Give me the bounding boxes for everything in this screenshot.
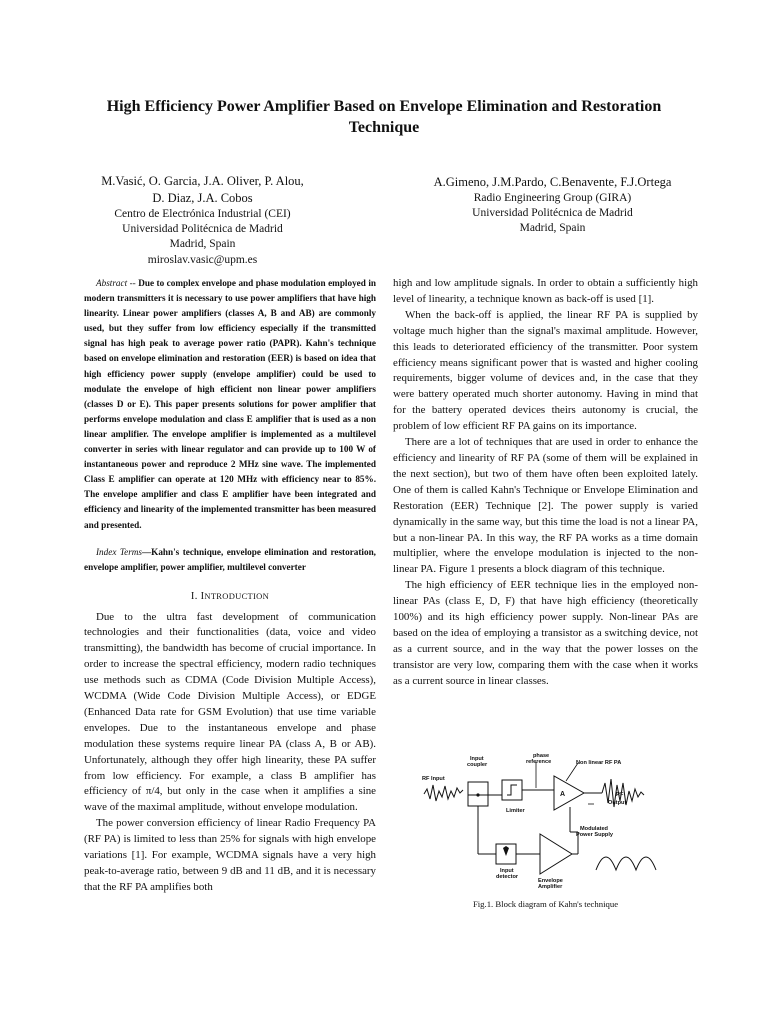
author-names-line-1: M.Vasić, O. Garcia, J.A. Oliver, P. Alou,	[101, 174, 304, 188]
modulated-supply-waveform	[596, 857, 656, 870]
index-terms-lead: Index Terms	[96, 546, 142, 557]
body-paragraph: There are a lot of techniques that are used in order to enhance the efficiency and linearity of RF PA (some of them will be explained in the next section), but two of them have often been exploited lately. One of them is called Kahn's Technique or Envelope Elimination and Restoration (EER) Technique [2]. The power supply is varied dynamically in the same way, but this time the load is not a linear PA, but a non-linear PA. In this way, the RF PA works as a time domain multiplier, where the envelope modulation is injected to the non-linear PA. Figure 1 presents a block diagram of this technique.	[393, 436, 698, 576]
body-paragraph: The power conversion efficiency of linear Radio Frequency PA (RF PA) is limited to less than 25% for signals with high envelope variations [1]. For example, WCDMA signals have a very high peak-to-average ratio, between 9 dB and 11 dB, and it is necessary that the RF PA amplifies both	[84, 817, 376, 893]
modulated-supply-label: Power Supply	[576, 832, 613, 838]
figure-caption: Fig.1. Block diagram of Kahn's technique	[472, 899, 619, 909]
input-coupler-label: coupler	[467, 762, 488, 768]
limiter-symbol	[507, 785, 517, 795]
input-detector-label: detector	[496, 874, 519, 880]
abstract-lead: Abstract --	[96, 278, 136, 288]
author-affiliation-right-1: Radio Engineering Group (GIRA)	[473, 192, 632, 204]
author-names-line-2: D. Diaz, J.A. Cobos	[152, 191, 253, 205]
body-paragraph: The high efficiency of EER technique lies in the employed non-linear PAs (class E, D, F) that have high efficiency (theoretically 100%) and its high efficiency power supply. Non-linear PAs are based on the idea of employing a transistor as a switching device, not as a current source, and in the way that the power losses on the transistor are very low, comparing them with the case when it works as a current source in linear classes.	[393, 579, 698, 687]
input-detector-symbol	[503, 846, 509, 856]
author-affiliation-2: Universidad Politécnica de Madrid	[122, 223, 283, 236]
column-left	[84, 276, 376, 896]
author-email: miroslav.vasic@upm.es	[147, 253, 258, 266]
envelope-amplifier-label: Envelope	[538, 878, 563, 884]
body-paragraph: Due to the ultra fast development of communication technologies and their functionalities (data, voice and video transmitting), the bandwidth has become of crucial importance. In order to increase the spectral efficiency, modern radio techniques use methods such as CDMA (Code Division Multiple Access), WCDMA (Wide Code Division Multiple Access), or EDGE (Enhanced Data rate for GSM Evolution) that use time variable envelopes. Due to the instantaneous envelope and phase modulation these systems require linear PA (class A, B or AB). Unfortunately, although they offer high linearity, these PA suffer from low efficiency. For example, a class B amplifier has efficiency of π/4, but only in the case when it amplifies a sine wave of the maximal amplitude, without envelope modulation.	[84, 610, 376, 814]
abstract-text: Due to complex envelope and phase modulation employed in modern transmitters it is necessary to use power amplifiers that have high linearity. Linear power amplifiers (classes A, B and AB) are commonly used, but they suffer from low efficiency especially if the transmitted signal has high peak to average power ratio (PAPR). Kahn's technique based on envelope elimination and restoration (EER) is based on idea that high efficiency power supply (envelope amplifier) could be used to modulate the envelope of high efficient non linear power amplifiers (classes D or E). This paper presents solutions for power amplifier that performs envelope modulation and class E amplifier that is used as a non linear amplifier. The envelope amplifier is implemented as a multilevel converter in series with linear regulator and can provide up to 100 W of instantaneous power and reproduce 2 MHz sine wave. The implemented Class E amplifier can operate at 120 MHz with efficiency near to 85%. The envelope amplifier and class E amplifier have been integrated and efficiency and linearity of the implemented transmitter has been measured and presented.	[84, 278, 376, 530]
author-affiliation-1: Centro de Electrónica Industrial (CEI)	[114, 208, 291, 220]
author-block-left	[60, 173, 345, 268]
section-heading-introduction: I. INTRODUCTION	[190, 590, 270, 602]
title-line-1: High Efficiency Power Amplifier Based on Envelope Elimination and Restoration	[106, 98, 662, 115]
phase-reference-label: phase	[533, 753, 550, 759]
input-coupler-label: Input	[470, 756, 484, 762]
nonlinear-pa-label: Non linear RF PA	[576, 760, 622, 766]
input-detector-label: Input	[500, 868, 514, 874]
limiter-box	[502, 780, 522, 800]
title-line-2: Technique	[348, 119, 420, 136]
modulated-supply-label: Modulated	[580, 826, 608, 832]
author-block-right	[400, 174, 705, 237]
body-paragraph: When the back-off is applied, the linear RF PA is supplied by voltage much higher than the signal's maximal amplitude. However, this leads to deteriorated efficiency of the transmitter. Poor system efficiency means significant power that is wasted and higher cooling requirements, bigger volume of devices and, in the case that they were battery operated much shorter autonomy. Having in mind that for the battery operated devices theirs autonomy is crucial, the problem of low efficient RF PA gains on its importance.	[393, 308, 698, 433]
junction-dot	[476, 793, 479, 796]
rf-pa-triangle	[554, 776, 584, 810]
author-affiliation-3: Madrid, Spain	[169, 238, 236, 251]
kahn-block-diagram	[420, 752, 680, 902]
index-terms-text: —Kahn's technique, envelope elimination and restoration, envelope amplifier, power amplifier, multilevel converter	[84, 546, 376, 572]
rf-input-label: RF Input	[422, 776, 445, 782]
rf-output-label: Output	[608, 800, 627, 806]
index-terms	[84, 545, 376, 575]
author-affiliation-right-2: Universidad Politécnica de Madrid	[472, 207, 633, 220]
column-right	[393, 276, 698, 690]
envelope-amplifier-triangle	[540, 834, 572, 874]
rf-input-waveform	[424, 785, 463, 801]
pa-symbol-label: A	[560, 791, 566, 798]
rf-output-label: RF	[616, 792, 624, 798]
abstract	[84, 276, 376, 533]
author-affiliation-right-3: Madrid, Spain	[519, 222, 586, 235]
paper-title	[60, 96, 708, 138]
limiter-label: Limiter	[506, 808, 525, 814]
phase-reference-label: reference	[526, 759, 552, 765]
body-paragraph: high and low amplitude signals. In order to obtain a sufficiently high level of linearity, a technique known as back-off is used [1].	[393, 277, 698, 305]
envelope-amplifier-label: Amplifier	[538, 884, 563, 890]
author-names-right: A.Gimeno, J.M.Pardo, C.Benavente, F.J.Ortega	[433, 175, 672, 189]
